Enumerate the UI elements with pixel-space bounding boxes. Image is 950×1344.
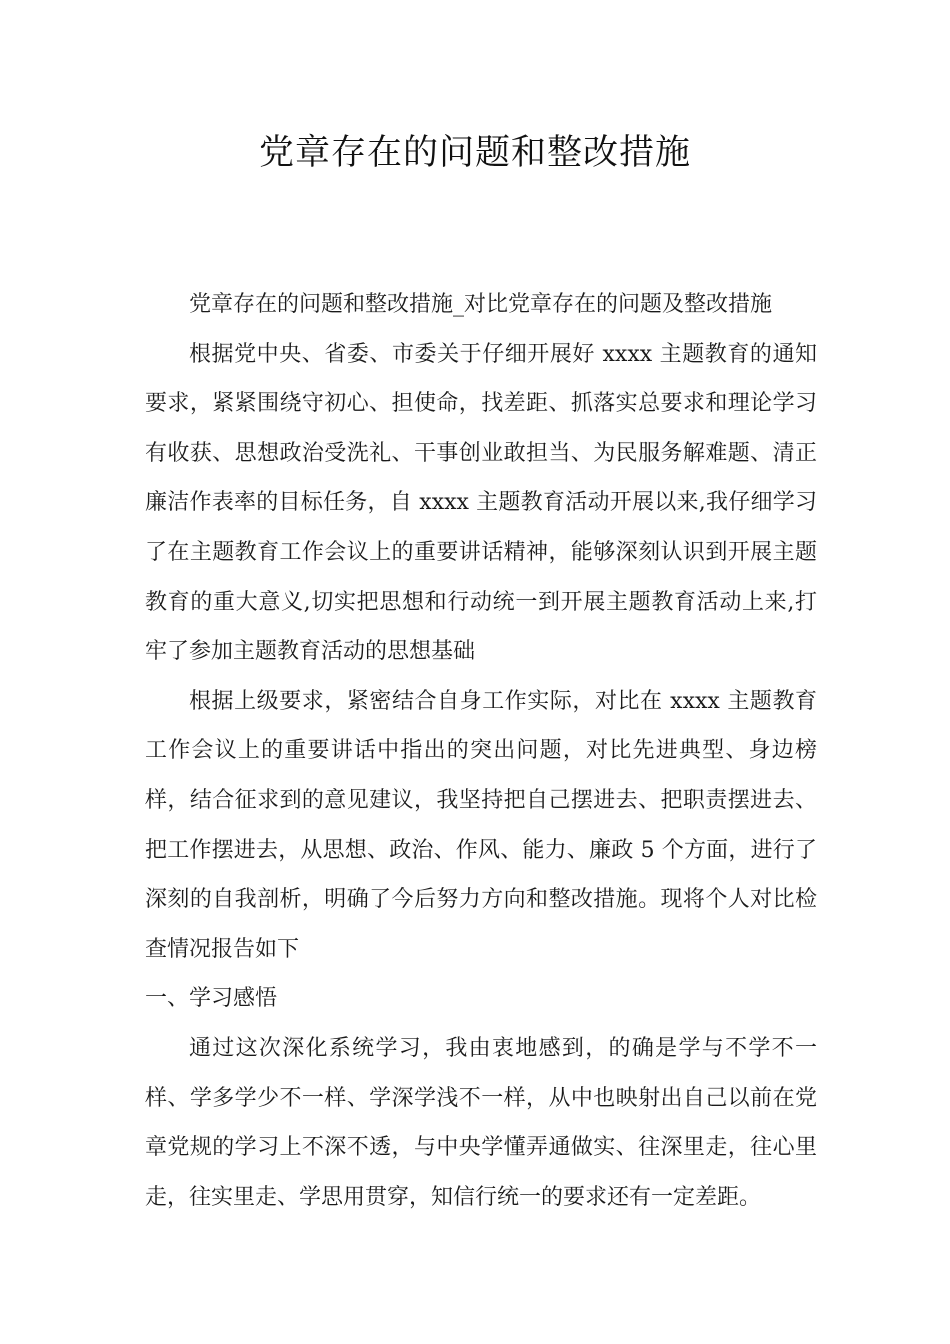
document-title: 党章存在的问题和整改措施 xyxy=(258,133,691,173)
paragraph-background: 根据党中央、省委、市委关于仔细开展好 xxxx 主题教育的通知要求，紧紧围绕守初心、担使命，找差距、抓落实总要求和理论学习有收获、思想政治受洗礼、干事创业敢担当、为民服务解难题、清正廉洁作表率的目标任务，自 xxxx 主题教育活动开展以来,我仔细学习了在主题教育工作会议上的重要讲话精神，能够深刻认识到开展主题教育的重大意义,切实把思想和行动统一到开展主题教育活动上来,打牢了参加主题教育活动的思想基础 xyxy=(145,341,817,665)
paragraph-requirements: 根据上级要求，紧密结合自身工作实际，对比在 xxxx 主题教育工作会议上的重要讲话中指出的突出问题，对比先进典型、身边榜样，结合征求到的意见建议，我坚持把自己摆进去、把职责摆进去、把工作摆进去，从思想、政治、作风、能力、廉政 5 个方面，进行了深刻的自我剖析，明确了今后努力方向和整改措施。现将个人对比检查情况报告如下 xyxy=(145,688,817,962)
document-body xyxy=(145,280,817,1222)
section-heading-learning: 一、学习感悟 xyxy=(145,986,278,1012)
paragraph-learning: 通过这次深化系统学习，我由衷地感到，的确是学与不学不一样、学多学少不一样、学深学浅不一样，从中也映射出自己以前在党章党规的学习上不深不透，与中央学懂弄通做实、往深里走，往心里走，往实里走、学思用贯穿，知信行统一的要求还有一定差距。 xyxy=(145,1035,817,1210)
paragraph-subtitle: 党章存在的问题和整改措施_对比党章存在的问题及整改措施 xyxy=(189,292,773,317)
